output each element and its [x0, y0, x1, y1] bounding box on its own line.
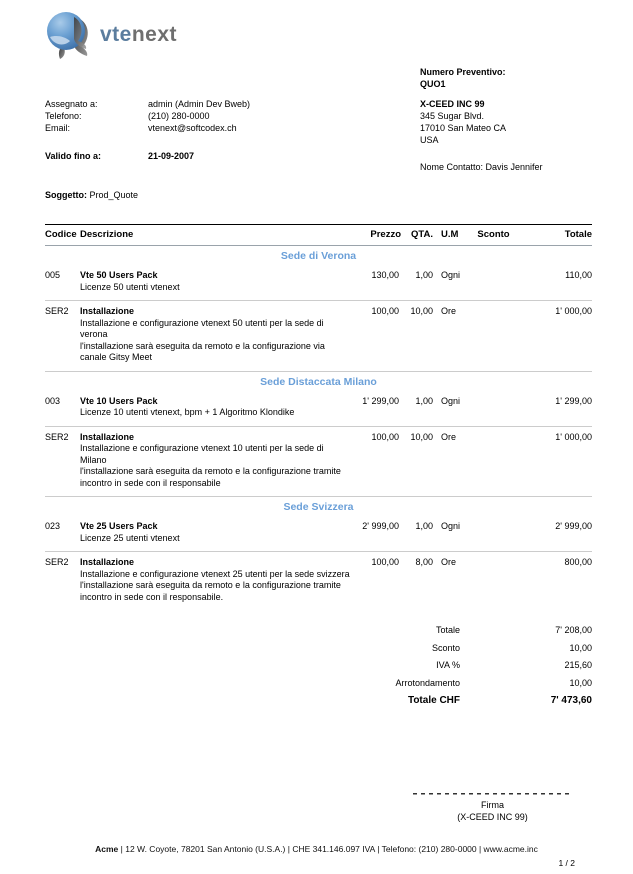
vat-row: [292, 657, 592, 675]
col-header-descrizione: Descrizione: [80, 229, 134, 240]
cell-qta: 8,00: [415, 557, 433, 567]
cell-codice: 005: [45, 270, 61, 280]
customer-address-line: 17010 San Mateo CA: [420, 123, 507, 133]
quote-header-right: [420, 66, 610, 173]
product-description: Installazione e configurazione vtenext 50 utenti per la sede di verona l'installazione sarà eseguita da remoto e la configurazione via canale Gitsy Meet: [80, 317, 325, 362]
cell-prezzo: 2' 999,00: [362, 521, 399, 531]
cell-codice: SER2: [45, 557, 69, 567]
assigned-to-label: Assegnato a:: [45, 99, 98, 109]
cell-totale: 1' 299,00: [555, 395, 592, 406]
cell-descrizione: [80, 396, 351, 419]
rounding-label: Arrotondamento: [395, 677, 460, 688]
product-description: Installazione e configurazione vtenext 10 utenti per la sede di Milano l'installazione sarà eseguita da remoto e la configurazione tramite incontro in sede con il responsabile: [80, 443, 341, 488]
cell-qta: 10,00: [410, 306, 433, 316]
product-description: Licenze 50 utenti vtenext: [80, 281, 180, 292]
cell-sconto: [471, 557, 516, 603]
cell-totale: 800,00: [564, 557, 592, 567]
section-title: Sede Distaccata Milano: [260, 375, 377, 388]
cell-descrizione: [80, 521, 351, 544]
cell-totale: 2' 999,00: [555, 521, 592, 531]
cell-sconto: [471, 270, 516, 293]
signature-line: [413, 793, 572, 795]
cell-prezzo: 100,00: [371, 431, 399, 442]
vat-label: IVA %: [436, 660, 460, 670]
product-name: Vte 50 Users Pack: [80, 270, 158, 280]
subject-label: Soggetto:: [45, 190, 87, 200]
cell-qta: 1,00: [415, 521, 433, 531]
product-description: Licenze 10 utenti vtenext, bpm + 1 Algoritmo Klondike: [80, 407, 295, 417]
rounding-value: 10,00: [569, 677, 592, 688]
table-row: [45, 265, 592, 301]
assigned-to-value: admin (Admin Dev Bweb): [148, 99, 251, 109]
vtenext-sphere-icon: [44, 9, 94, 59]
cell-qta: 10,00: [410, 431, 433, 442]
rounding-row: [292, 675, 592, 693]
cell-um: Ogni: [441, 521, 461, 531]
cell-totale: 1' 000,00: [555, 306, 592, 316]
total-label: Totale: [435, 625, 460, 635]
quote-items-table: [45, 224, 592, 610]
quote-table-body: [45, 246, 592, 610]
cell-totale: 1' 000,00: [555, 431, 592, 442]
cell-descrizione: [80, 432, 351, 490]
vtenext-logo: [44, 9, 177, 59]
totals-block: [292, 622, 592, 710]
signature-company: (X-CEED INC 99): [457, 812, 528, 822]
footer-company-line: [0, 844, 633, 854]
cell-prezzo: 100,00: [371, 306, 399, 316]
customer-name: X-CEED INC 99: [420, 99, 485, 109]
cell-codice: SER2: [45, 306, 69, 316]
cell-um: Ogni: [441, 395, 461, 406]
discount-label: Sconto: [431, 642, 460, 653]
cell-um: Ore: [441, 557, 457, 567]
section-title: Sede di Verona: [280, 250, 357, 262]
grand-total-value: 7' 473,60: [550, 695, 592, 706]
customer-address-line: 345 Sugar Blvd.: [420, 111, 485, 121]
email-row: [45, 122, 385, 134]
customer-address-line: USA: [420, 135, 439, 145]
cell-descrizione: [80, 306, 351, 364]
col-header-sconto: Sconto: [477, 229, 510, 240]
product-name: Vte 25 Users Pack: [80, 521, 158, 531]
cell-descrizione: [80, 270, 351, 293]
cell-codice: 003: [45, 395, 61, 406]
total-value: 7' 208,00: [555, 625, 592, 635]
product-name: Installazione: [80, 557, 135, 567]
product-description: Installazione e configurazione vtenext 25 utenti per la sede svizzera l'installazione sarà eseguita da remoto e la configurazione tramite incontro in sede con il responsabile.: [80, 568, 350, 602]
cell-prezzo: 100,00: [371, 557, 399, 567]
col-header-codice: Codice: [45, 229, 77, 240]
valid-until-value: 21-09-2007: [148, 151, 195, 161]
cell-qta: 1,00: [415, 395, 433, 406]
cell-sconto: [471, 432, 516, 490]
product-description: Licenze 25 utenti vtenext: [80, 532, 180, 543]
cell-prezzo: 1' 299,00: [362, 395, 399, 406]
cell-sconto: [471, 521, 516, 544]
page-number: 1 / 2: [558, 858, 575, 868]
cell-sconto: [471, 396, 516, 419]
subject-line: [45, 190, 138, 200]
vtenext-wordmark: vtenext: [100, 23, 178, 46]
product-name: Installazione: [80, 431, 135, 442]
assigned-to-row: [45, 98, 385, 110]
quote-header-left: [45, 98, 385, 162]
contact-name-line: Nome Contatto: Davis Jennifer: [420, 162, 543, 172]
cell-codice: SER2: [45, 431, 69, 442]
cell-qta: 1,00: [415, 270, 433, 280]
cell-codice: 023: [45, 521, 61, 531]
product-name: Vte 10 Users Pack: [80, 395, 158, 406]
vat-value: 215,60: [564, 660, 592, 670]
cell-um: Ore: [441, 306, 457, 316]
cell-um: Ore: [441, 431, 457, 442]
cell-totale: 110,00: [565, 270, 592, 280]
signature-label: Firma: [481, 800, 504, 810]
phone-value: (210) 280-0000: [148, 111, 210, 121]
footer-company-details: | 12 W. Coyote, 78201 San Antonio (U.S.A.) | CHE 341.146.097 IVA | Telefono: (210) 280-0000 | www.acme.inc: [118, 844, 538, 854]
subject-value: Prod_Quote: [89, 190, 139, 200]
email-value: vtenext@softcodex.ch: [148, 123, 237, 133]
phone-row: [45, 110, 385, 122]
cell-um: Ogni: [441, 270, 461, 280]
col-header-prezzo: Prezzo: [370, 229, 401, 240]
quote-number-value: QUO1: [420, 79, 446, 89]
quote-number-label: Numero Preventivo:: [420, 67, 506, 77]
discount-row: [292, 640, 592, 658]
section-title: Sede Svizzera: [283, 501, 354, 513]
col-header-totale: Totale: [564, 229, 592, 240]
table-row: [45, 391, 592, 427]
table-row: [45, 301, 592, 372]
product-name: Installazione: [80, 306, 135, 316]
table-row: [45, 516, 592, 552]
cell-descrizione: [80, 557, 351, 603]
email-label: Email:: [45, 123, 71, 133]
valid-until-label: Valido fino a:: [45, 151, 102, 161]
discount-value: 10,00: [569, 642, 592, 653]
table-row: [45, 427, 592, 498]
grand-total-label: Totale CHF: [407, 695, 460, 706]
cell-prezzo: 130,00: [371, 270, 399, 280]
signature-block: [405, 793, 580, 823]
grand-total-row: [292, 692, 592, 710]
col-header-um: U.M: [441, 229, 459, 240]
valid-until-row: [45, 150, 385, 162]
table-row: [45, 552, 592, 610]
total-row: [292, 622, 592, 640]
table-header-row: [45, 224, 592, 246]
col-header-qta: QTA.: [411, 229, 433, 240]
footer-company-name: Acme: [95, 844, 119, 854]
cell-sconto: [471, 306, 516, 364]
phone-label: Telefono:: [45, 111, 82, 121]
